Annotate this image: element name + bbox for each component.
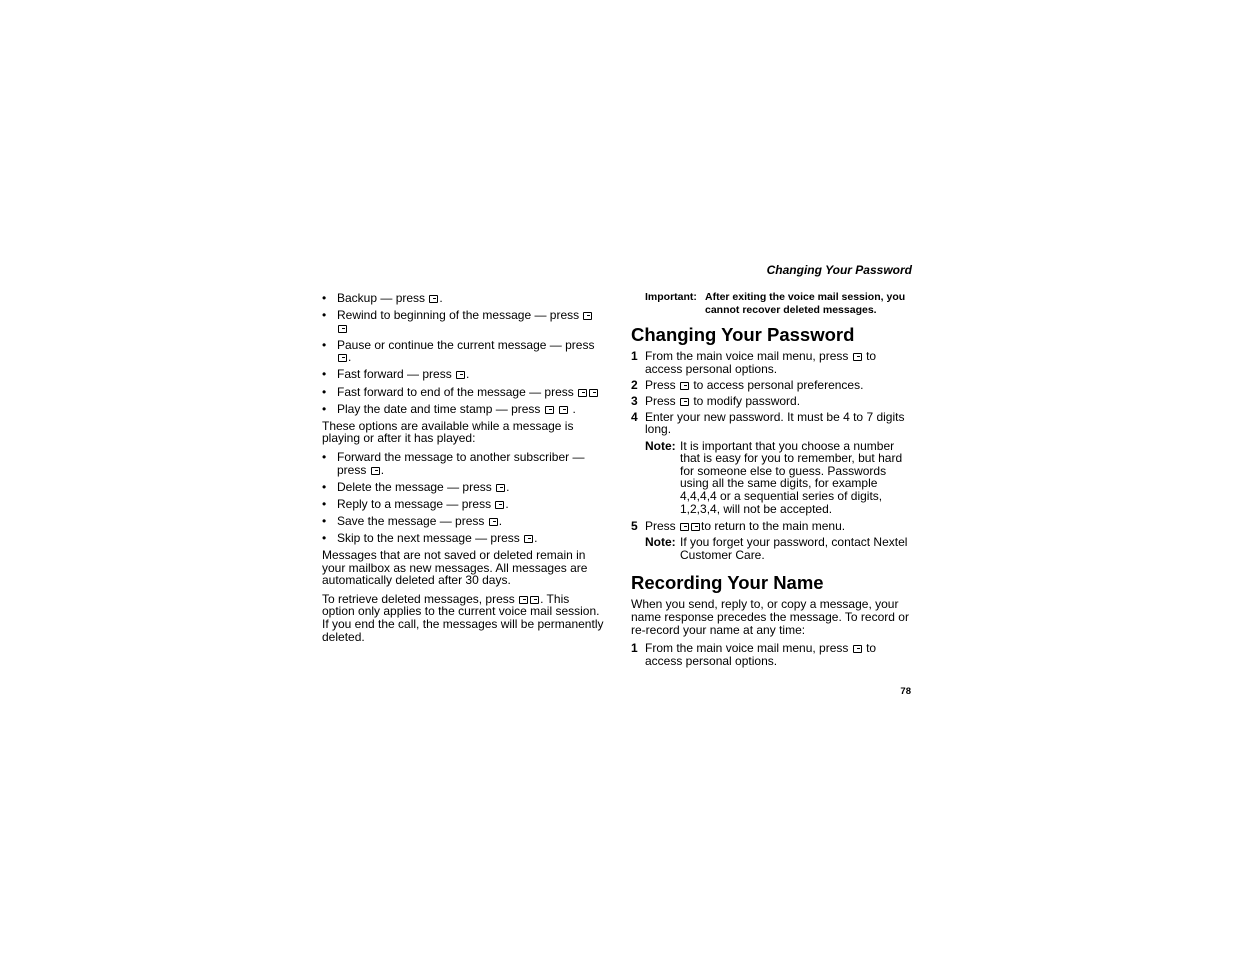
list-item: • Rewind to beginning of the message — press <box>322 309 604 334</box>
key-icon <box>489 518 498 526</box>
list-item: 3 Press to modify password. <box>631 393 801 408</box>
key-icon <box>853 645 862 653</box>
list-item: • Forward the message to another subscriber — press . <box>322 451 604 476</box>
list-item: 5 Press to return to the main menu. <box>631 519 846 534</box>
list-item: • Backup — press . <box>322 292 604 305</box>
list-item: • Fast forward to end of the message — press <box>322 386 604 399</box>
key-icon <box>691 523 700 531</box>
key-icon <box>530 596 539 604</box>
key-icon <box>559 406 568 414</box>
key-icon <box>524 535 533 543</box>
recording-steps-list <box>631 642 913 667</box>
right-column <box>631 291 913 671</box>
key-icon <box>589 389 598 397</box>
messages-retention-paragraph: Messages that are not saved or deleted remain in your mailbox as new messages. All messages are automatically deleted after 30 days. <box>322 548 588 588</box>
key-icon <box>680 523 689 531</box>
password-note: Note: It is important that you choose a number that is easy for you to remember, but hard for someone else to guess. Passwords using all the same digits, for example 4,4,4,4 or a sequential series of digits, 1,2,3,4, will not be accepted. <box>645 438 903 516</box>
important-label: Important: <box>645 291 697 303</box>
key-icon <box>853 353 862 361</box>
key-icon <box>338 325 347 333</box>
key-icon <box>456 371 465 379</box>
key-icon <box>545 406 554 414</box>
forgot-password-note: Note: If you forget your password, contact Nextel Customer Care. <box>645 535 908 562</box>
list-item: • Skip to the next message — press . <box>322 532 604 545</box>
key-icon <box>338 354 347 362</box>
page-number: 78 <box>900 686 911 697</box>
list-item: • Pause or continue the current message — press . <box>322 339 604 364</box>
important-text: After exiting the voice mail session, you cannot recover deleted messages. <box>705 291 906 316</box>
recording-intro-text: When you send, reply to, or copy a message, your name response precedes the message. To record or re-record your name at any time: <box>631 597 909 637</box>
key-icon <box>429 295 438 303</box>
list-item: 2 Press to access personal preferences. <box>631 377 864 392</box>
options-intro-text: These options are available while a message is playing or after it has played: <box>322 418 574 446</box>
list-item: • Reply to a message — press . <box>322 498 604 511</box>
key-icon <box>578 389 587 397</box>
key-icon <box>495 501 504 509</box>
key-icon <box>583 312 592 320</box>
key-icon <box>371 467 380 475</box>
section-heading-recording-name: Recording Your Name <box>631 572 824 594</box>
key-icon <box>496 484 505 492</box>
list-item: • Delete the message — press . <box>322 481 604 494</box>
left-column <box>322 292 604 649</box>
important-callout <box>645 291 913 316</box>
running-header-title: Changing Your Password <box>766 263 912 277</box>
retrieve-deleted-paragraph: To retrieve deleted messages, press . This option only applies to the current voice mail session. If you end the call, the messages will be permanently deleted. <box>322 591 604 644</box>
message-actions-list <box>322 451 604 545</box>
list-item: • Play the date and time stamp — press . <box>322 403 604 416</box>
list-item: 4 Enter your new password. It must be 4 to 7 digits long. <box>631 409 905 437</box>
list-item: • Save the message — press . <box>322 515 604 528</box>
list-item: 1 From the main voice mail menu, press to access personal options. <box>631 641 877 668</box>
password-steps-list-continued <box>631 520 913 533</box>
key-icon <box>519 596 528 604</box>
playback-options-list <box>322 292 604 415</box>
list-item: • Fast forward — press . <box>322 368 604 381</box>
list-item: 1 From the main voice mail menu, press to access personal options. <box>631 349 877 376</box>
key-icon <box>680 398 689 406</box>
password-steps-list <box>631 350 913 436</box>
key-icon <box>680 382 689 390</box>
section-heading-changing-password: Changing Your Password <box>631 324 855 345</box>
